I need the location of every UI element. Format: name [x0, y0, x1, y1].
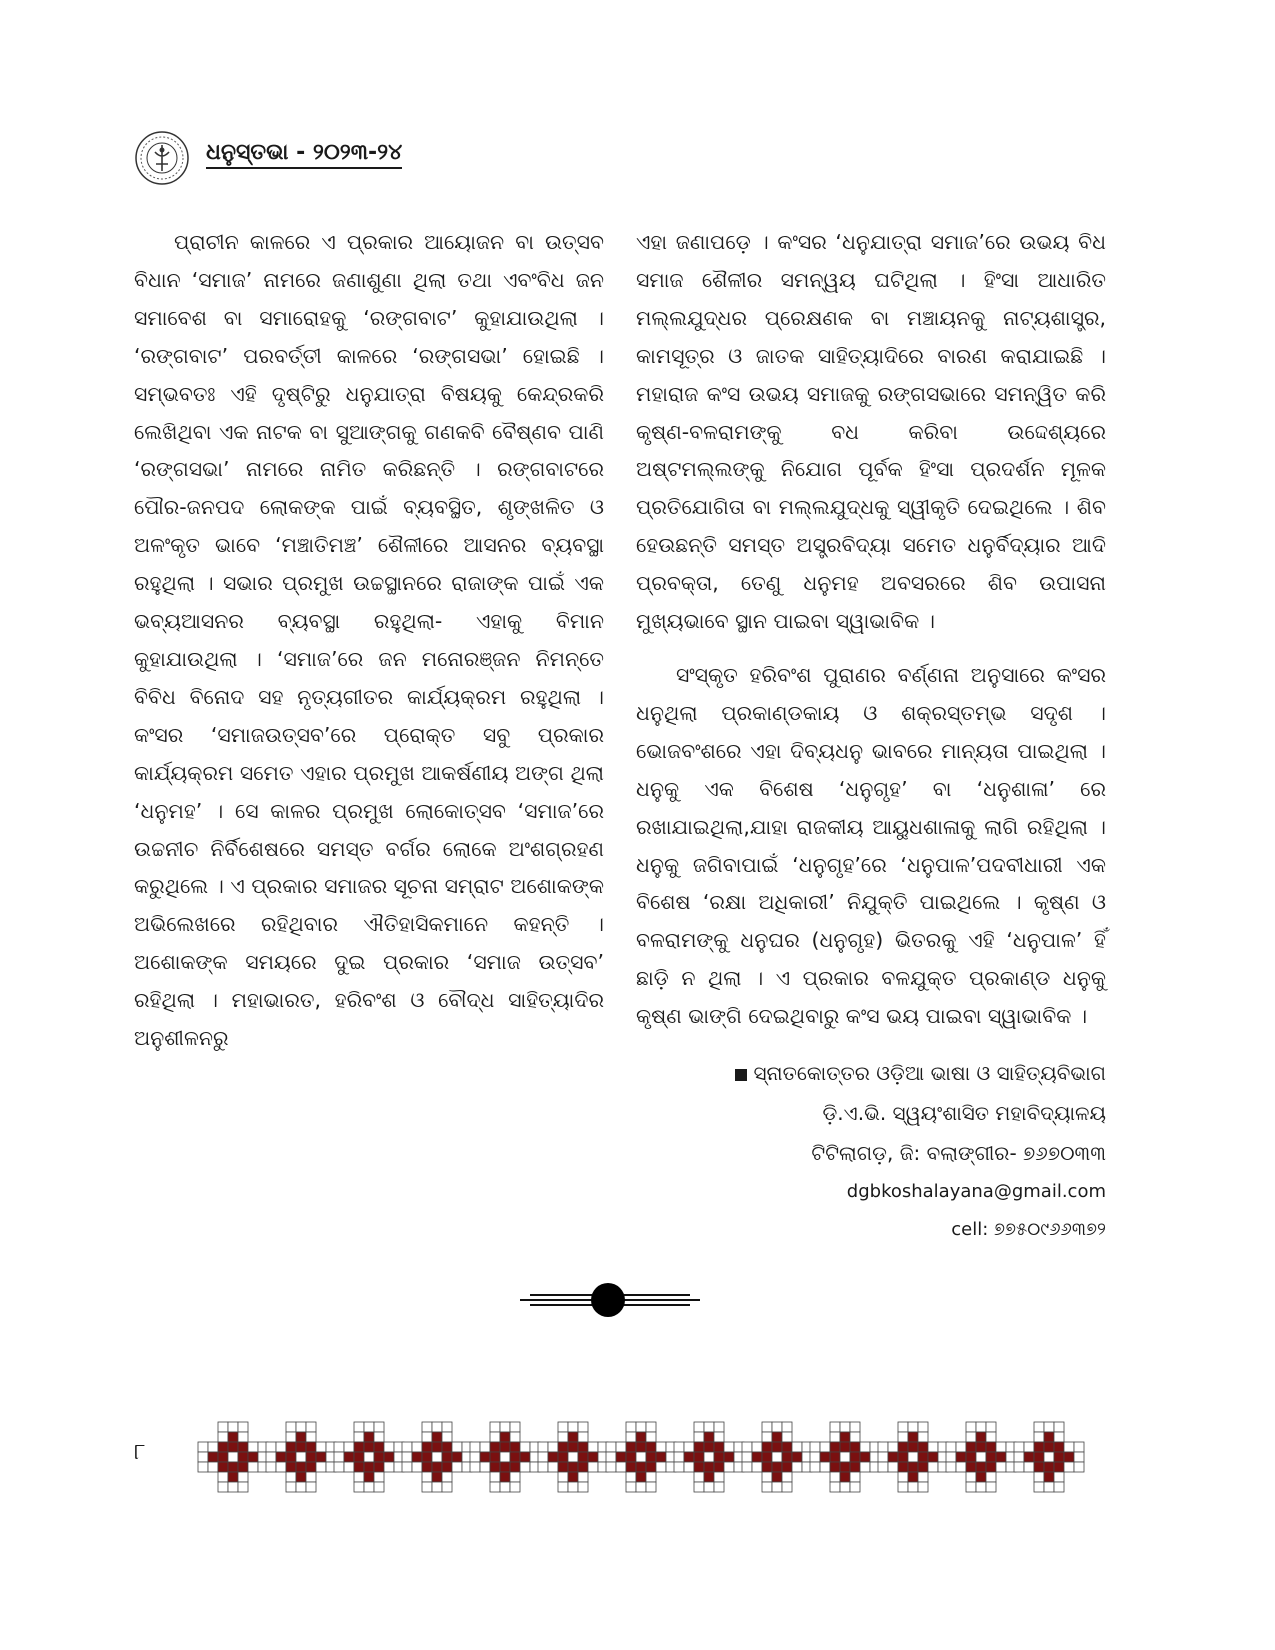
cross-stitch-motif — [266, 1422, 336, 1492]
cross-stitch-motif — [402, 1422, 472, 1492]
affiliation-college: ଡ଼ି.ଏ.ଭି. ସ୍ୱୟଂଶାସିତ ମହାବିଦ୍ୟାଳୟ — [822, 1101, 1106, 1125]
body-paragraph: ସଂସ୍କୃତ ହରିବଂଶ ପୁରାଣର ବର୍ଣ୍ଣନା ଅନୁସାରେ କଂସର ଧନୁଥିଲା ପ୍ରକାଣ୍ଡକାୟ ଓ ଶକ୍ରସ୍ତମ୍ଭ ସଦୃଶ । ଭୋଜବଂଶରେ ଏହା ଦିବ୍ୟଧନୁ ଭାବରେ ମାନ୍ୟତା ପାଇଥିଲା । ଧନୁକୁ ଏକ ବିଶେଷ ‘ଧନୁଗୃହ’ ବା ‘ଧନୁଶାଳା’ ରେ ରଖାଯାଇଥିଲା,ଯାହା ରାଜକୀୟ ଆୟୁଧଶାଳାକୁ ଲାଗି ରହିଥିଲା । ଧନୁକୁ ଜଗିବାପାଇଁ ‘ଧନୁଗୃହ’ରେ ‘ଧନୁପାଳ’ପଦବୀଧାରୀ ଏକ ବିଶେଷ ‘ରକ୍ଷା ଅଧିକାରୀ’ ନିଯୁକ୍ତି ପାଇଥିଲେ । କୃଷ୍ଣ ଓ ବଳରାମଙ୍କୁ ଧନୁଘର (ଧନୁଗୃହ) ଭିତରକୁ ଏହି ‘ଧନୁପାଳ’ ହିଁ ଛାଡ଼ି ନ ଥିଲା । ଏ ପ୍ରକାର ବଳଯୁକ୍ତ ପ୍ରକାଣ୍ଡ ଧନୁକୁ କୃଷ୍ଣ ଭାଙ୍ଗି ଦେଇଥିବାରୁ କଂସ ଭୟ ପାଇବା ସ୍ୱାଭାବିକ । — [636, 662, 1106, 1029]
cross-stitch-motif — [946, 1422, 1016, 1492]
ornamental-divider-icon — [520, 1280, 740, 1320]
emblem-seal-icon — [134, 130, 190, 186]
body-paragraph: ପ୍ରାଚୀନ କାଳରେ ଏ ପ୍ରକାର ଆୟୋଜନ ବା ଉତ୍ସବ ବିଧାନ ‘ସମାଜ’ ନାମରେ ଜଣାଶୁଣା ଥିଲା ତଥା ଏବଂବିଧ ଜନ ସମାବେଶ ବା ସମାରୋହକୁ ‘ରଙ୍ଗବାଟ’ କୁହାଯାଉଥିଲା । ‘ରଙ୍ଗବାଟ’ ପରବର୍ତ୍ତୀ କାଳରେ ‘ରଙ୍ଗସଭା’ ହୋଇଛି । ସମ୍ଭବତଃ ଏହି ଦୃଷ୍ଟିରୁ ଧନୁଯାତ୍ରା ବିଷୟକୁ କେନ୍ଦ୍ରକରି ଲେଖିଥିବା ଏକ ନାଟକ ବା ସୁଆଙ୍ଗକୁ ଗଣକବି ବୈଷ୍ଣବ ପାଣି ‘ରଙ୍ଗସଭା’ ନାମରେ ନାମିତ କରିଛନ୍ତି । ରଙ୍ଗବାଟରେ ପୌର-ଜନପଦ ଲୋକଙ୍କ ପାଇଁ ବ୍ୟବସ୍ଥିତ, ଶୃଙ୍ଖଳିତ ଓ ଅଳଂକୃତ ଭାବେ ‘ମଞ୍ଚାତିମଞ୍ଚ’ ଶୈଳୀରେ ଆସନର ବ୍ୟବସ୍ଥା ରହୁଥିଲା । ସଭାର ପ୍ରମୁଖ ଉଚ୍ଚସ୍ଥାନରେ ରାଜାଙ୍କ ପାଇଁ ଏକ ଭବ୍ୟଆସନର ବ୍ୟବସ୍ଥା ରହୁଥିଲା- ଏହାକୁ ବିମାନ କୁହାଯାଉଥିଲା । ‘ସମାଜ’ରେ ଜନ ମନୋରଞ୍ଜନ ନିମନ୍ତେ ବିବିଧ ବିନୋଦ ସହ ନୃତ୍ୟଗୀତର କାର୍ଯ୍ୟକ୍ରମ ରହୁଥିଲା । କଂସର ‘ସମାଜଉତ୍ସବ’ରେ ପ୍ରୋକ୍ତ ସବୁ ପ୍ରକାର କାର୍ଯ୍ୟକ୍ରମ ସମେତ ଏହାର ପ୍ରମୁଖ ଆକର୍ଷଣୀୟ ଅଙ୍ଗ ଥିଲା ‘ଧନୁମହ’ । ସେ କାଳର ପ୍ରମୁଖ ଲୋକୋତ୍ସବ ‘ସମାଜ’ରେ ଉଚ୍ଚନୀଚ ନିର୍ବିଶେଷରେ ସମସ୍ତ ବର୍ଗର ଲୋକେ ଅଂଶଗ୍ରହଣ କରୁଥିଲେ । ଏ ପ୍ରକାର ସମାଜର ସୂଚନା ସମ୍ରାଟ ଅଶୋକଙ୍କ ଅଭିଲେଖରେ ରହିଥିବାର ଐତିହାସିକମାନେ କହନ୍ତି । ଅଶୋକଙ୍କ ସମୟରେ ଦୁଇ ପ୍ରକାର ‘ସମାଜ ଉତ୍ସବ’ ରହିଥିଲା । ମହାଭାରତ, ହରିବଂଶ ଓ ବୌଦ୍ଧ ସାହିତ୍ୟାଦିର ଅନୁଶୀଳନରୁ — [134, 230, 604, 1051]
cross-stitch-border-icon — [196, 1420, 1116, 1494]
author-affiliation — [636, 1053, 1106, 1249]
cross-stitch-motif — [470, 1422, 540, 1492]
cross-stitch-motif — [538, 1422, 608, 1492]
header-title: ଧନୁସ୍ତଭା - ୨୦୨୩-୨୪ — [206, 140, 402, 169]
author-phone: cell: ୭୭୫୦୯୬୬୩୭୨ — [951, 1219, 1106, 1240]
cross-stitch-motif — [742, 1422, 812, 1492]
affiliation-address: ଟିଟିଲାଗଡ଼, ଜି: ବଲାଙ୍ଗୀର- ୭୬୭୦୩୩ — [811, 1141, 1106, 1165]
cross-stitch-motif — [674, 1422, 744, 1492]
author-email: dgbkoshalayana@gmail.com — [846, 1181, 1106, 1202]
body-paragraph: ଏହା ଜଣାପଡ଼େ । କଂସର ‘ଧନୁଯାତ୍ରା ସମାଜ’ରେ ଉଭୟ ବିଧ ସମାଜ ଶୈଳୀର ସମନ୍ୱୟ ଘଟିଥିଲା । ହିଂସା ଆଧାରିତ ମଲ୍ଲଯୁଦ୍ଧର ପ୍ରେକ୍ଷଣକ ବା ମଞ୍ଚାୟନକୁ ନାଟ୍ୟଶାସ୍ତ୍ର, କାମସୂତ୍ର ଓ ଜାତକ ସାହିତ୍ୟାଦିରେ ବାରଣ କରାଯାଇଛି । ମହାରାଜ କଂସ ଉଭୟ ସମାଜକୁ ରଙ୍ଗସଭାରେ ସମନ୍ୱିତ କରି କୃଷ୍ଣ-ବଳରାମଙ୍କୁ ବଧ କରିବା ଉଦ୍ଦେଶ୍ୟରେ ଅଷ୍ଟମଲ୍ଲଙ୍କୁ ନିଯୋଗ ପୂର୍ବକ ହିଂସା ପ୍ରଦର୍ଶନ ମୂଳକ ପ୍ରତିଯୋଗିତା ବା ମଲ୍ଲଯୁଦ୍ଧକୁ ସ୍ୱୀକୃତି ଦେଇଥିଲେ । ଶିବ ହେଉଛନ୍ତି ସମସ୍ତ ଅସ୍ତ୍ରବିଦ୍ୟା ସମେତ ଧନୁର୍ବିଦ୍ୟାର ଆଦି ପ୍ରବକ୍ତା, ତେଣୁ ଧନୁମହ ଅବସରରେ ଶିବ ଉପାସନା ମୁଖ୍ୟଭାବେ ସ୍ଥାନ ପାଇବା ସ୍ୱାଭାବିକ । — [636, 230, 1106, 634]
cross-stitch-motif — [606, 1422, 676, 1492]
cross-stitch-motif — [878, 1422, 948, 1492]
affiliation-department: ସ୍ନାତକୋତ୍ତର ଓଡ଼ିଆ ଭାଷା ଓ ସାହିତ୍ୟବିଭାଗ — [636, 1053, 1106, 1093]
cross-stitch-motif — [334, 1422, 404, 1492]
page-number: ୮ — [134, 1440, 146, 1465]
article-right-column — [636, 224, 1106, 1036]
cross-stitch-motif — [1014, 1422, 1084, 1492]
cross-stitch-motif — [810, 1422, 880, 1492]
square-bullet-icon — [735, 1069, 747, 1081]
cross-stitch-motif — [198, 1422, 268, 1492]
article-left-column — [134, 224, 604, 1058]
